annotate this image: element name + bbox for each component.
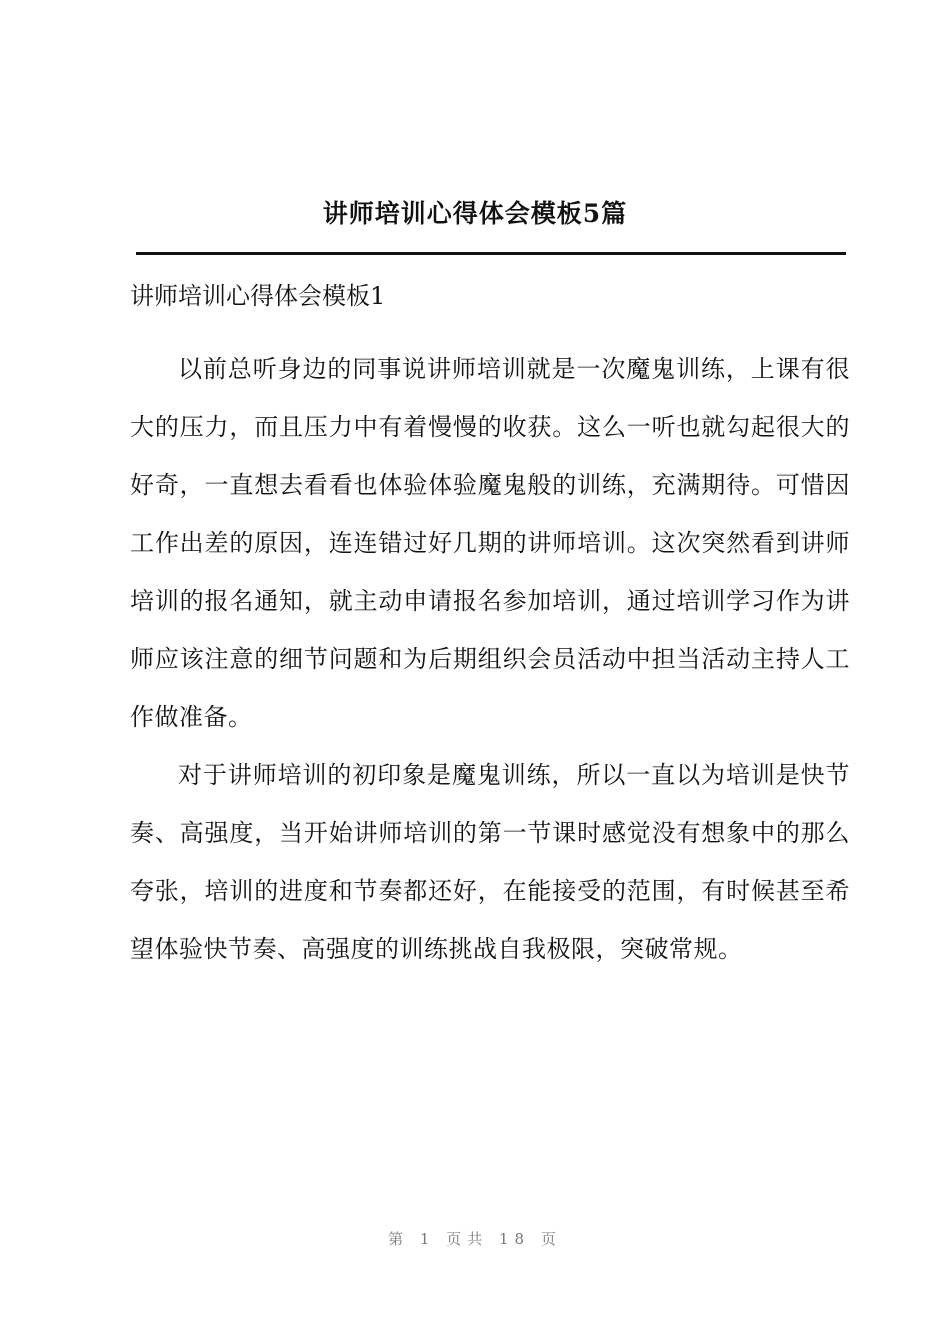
body-text <box>130 340 850 978</box>
section-heading: 讲师培训心得体会模板1 <box>130 282 386 310</box>
paragraph-1: 以前总听身边的同事说讲师培训就是一次魔鬼训练，上课有很大的压力，而且压力中有着慢慢的收获。这么一听也就勾起很大的好奇，一直想去看看也体验体验魔鬼般的训练，充满期待。可惜因工作出差的原因，连连错过好几期的讲师培训。这次突然看到讲师培训的报名通知，就主动申请报名参加培训，通过培训学习作为讲师应该注意的细节问题和为后期组织会员活动中担当活动主持人工作做准备。 <box>130 355 850 731</box>
title-divider <box>136 252 846 255</box>
paragraph-2: 对于讲师培训的初印象是魔鬼训练，所以一直以为培训是快节奏、高强度，当开始讲师培训的第一节课时感觉没有想象中的那么夸张，培训的进度和节奏都还好，在能接受的范围，有时候甚至希望体验快节奏、高强度的训练挑战自我极限，突破常规。 <box>130 761 850 963</box>
document-title: 讲师培训心得体会模板5篇 <box>322 199 628 228</box>
page-number: 第 1 页共 18 页 <box>388 1230 562 1248</box>
